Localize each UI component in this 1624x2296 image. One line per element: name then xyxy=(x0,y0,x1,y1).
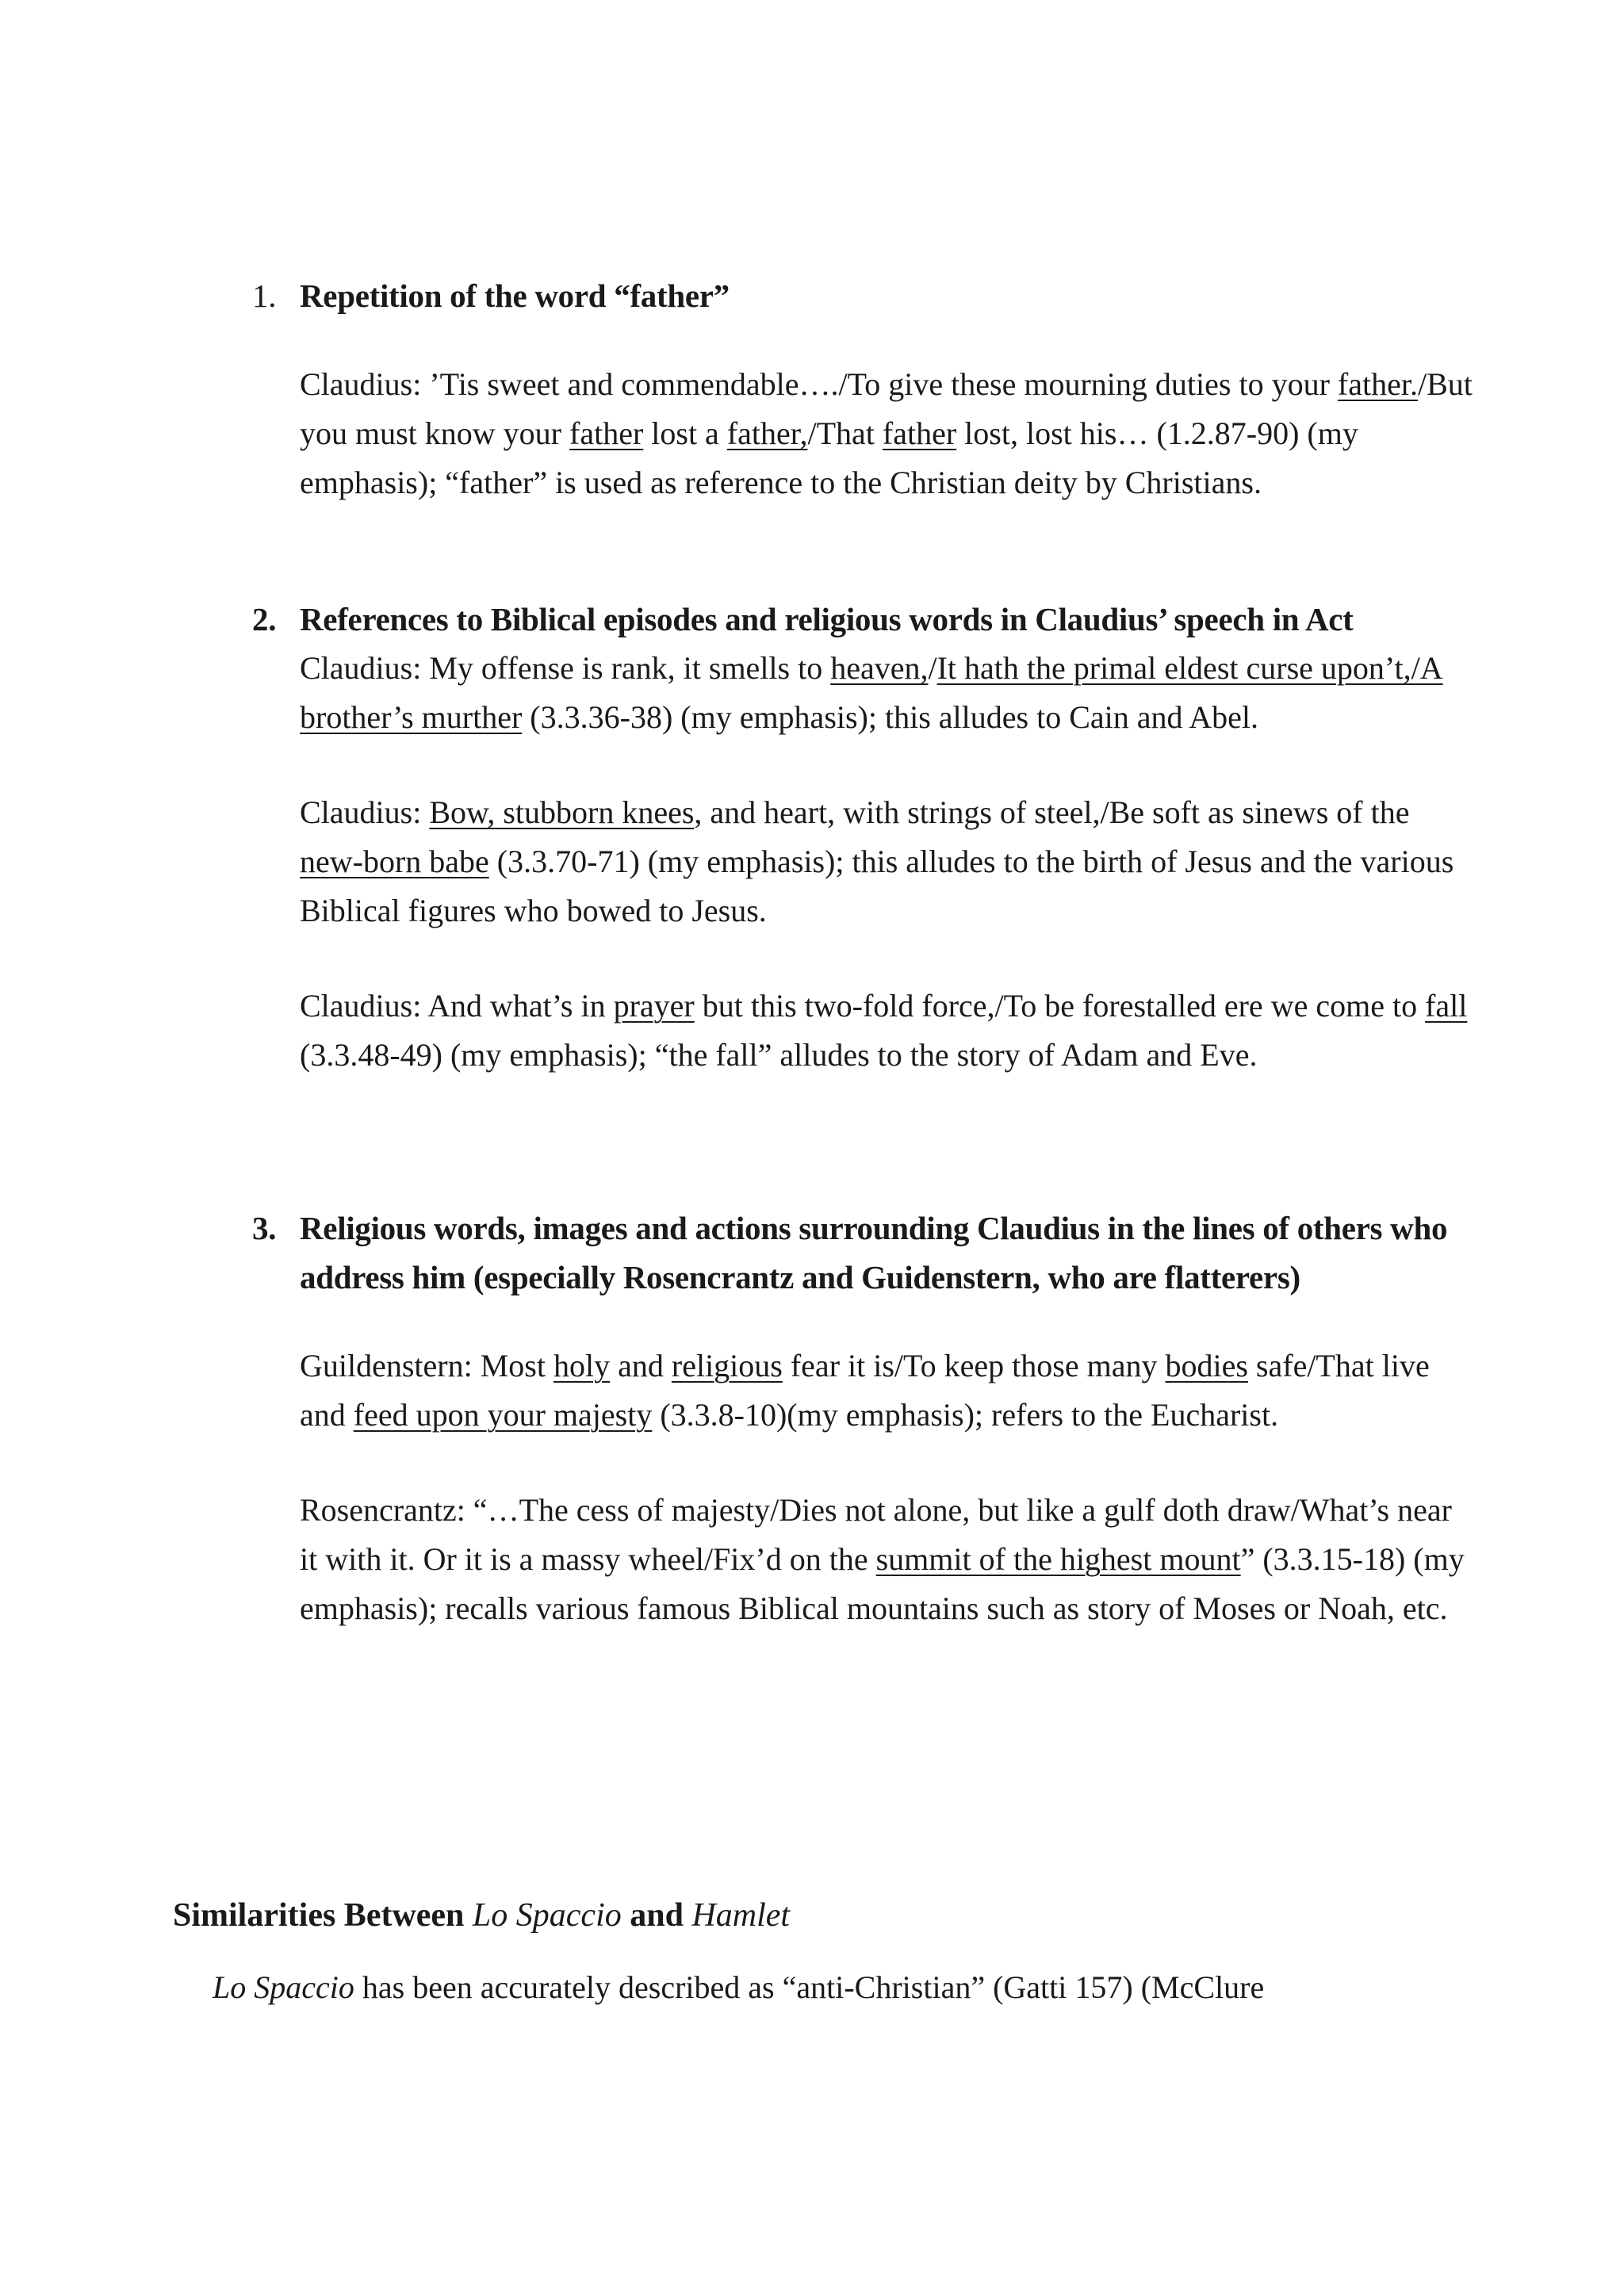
emphasis: new-born babe xyxy=(300,844,489,879)
item-number: 2. xyxy=(252,601,277,637)
quote-text: Claudius: My offense is rank, it smells to xyxy=(300,650,831,686)
emphasis: father, xyxy=(726,415,808,451)
quote-text: /But you must know your xyxy=(300,366,1473,451)
quote-paragraph xyxy=(300,982,1473,1080)
quote-paragraph xyxy=(300,1341,1473,1440)
emphasis: Bow, stubborn knees xyxy=(429,794,695,830)
quote-paragraph xyxy=(300,788,1473,936)
quote-text: (3.3.70-71) (my emphasis); this alludes to the birth of Jesus and the various Biblical figures who bowed to Jesus. xyxy=(300,844,1454,928)
item-heading xyxy=(252,1203,1489,1302)
quote-paragraph xyxy=(300,1486,1473,1633)
quote-text: /That xyxy=(807,415,883,451)
quote-text: / xyxy=(928,650,937,686)
quote-text: Claudius: And what’s in xyxy=(300,988,614,1024)
quote-text: , and heart, with strings of steel,/Be soft as sinews of the xyxy=(694,794,1410,830)
emphasis: prayer xyxy=(613,988,695,1024)
quote-text: (3.3.48-49) (my emphasis); “the fall” alludes to the story of Adam and Eve. xyxy=(300,1037,1258,1073)
item-heading xyxy=(252,271,1489,320)
emphasis: bodies xyxy=(1165,1348,1248,1383)
paragraph-italic: Lo Spaccio xyxy=(213,1969,354,2005)
quote-text: and xyxy=(610,1348,672,1383)
quote-text: Claudius: xyxy=(300,794,430,830)
list-item-2 xyxy=(252,595,1489,1080)
section-heading xyxy=(173,1891,790,1940)
quote-text: lost a xyxy=(643,415,727,451)
quote-text: lost, lost his… (1.2.87-90) (my emphasis); “father” is used as reference to the Christian deity by Christians. xyxy=(300,415,1358,500)
body-paragraph xyxy=(213,1963,1481,2012)
quote-paragraph xyxy=(300,360,1473,507)
emphasis: father. xyxy=(1337,366,1418,402)
quote-text: (3.3.8-10)(my emphasis); refers to the Eucharist. xyxy=(652,1397,1279,1433)
heading-italic: Lo Spaccio xyxy=(472,1897,622,1934)
emphasis: holy xyxy=(553,1348,611,1383)
quote-text: safe/That live and xyxy=(300,1348,1430,1433)
emphasis: father xyxy=(882,415,957,451)
list-item-3 xyxy=(252,1203,1489,1633)
heading-text: Similarities Between xyxy=(173,1897,473,1934)
item-title: Repetition of the word “father” xyxy=(300,277,730,314)
quote-text: but this two-fold force,/To be forestalled ere we come to xyxy=(694,988,1426,1024)
item-number: 3. xyxy=(252,1210,277,1246)
quote-text: (3.3.36-38) (my emphasis); this alludes to Cain and Abel. xyxy=(522,699,1259,735)
emphasis: father xyxy=(569,415,644,451)
emphasis: It hath the primal eldest curse upon’t,/A brother’s murther xyxy=(300,650,1443,735)
quote-paragraph xyxy=(300,644,1473,742)
quote-text: Claudius: ’Tis sweet and commendable…./To give these mourning duties to your xyxy=(300,366,1338,402)
quote-text: Guildenstern: Most xyxy=(300,1348,553,1383)
emphasis: feed upon your majesty xyxy=(353,1397,653,1433)
quote-text: ” (3.3.15-18) (my emphasis); recalls various famous Biblical mountains such as story of Moses or Noah, etc. xyxy=(300,1541,1465,1626)
emphasis: summit of the highest mount xyxy=(875,1541,1241,1577)
item-title: Religious words, images and actions surrounding Claudius in the lines of others who address him (especially Rosencrantz and Guidenstern, who are flatterers) xyxy=(300,1210,1448,1295)
quote-text: Rosencrantz: “…The cess of majesty/Dies not alone, but like a gulf doth draw/What’s near it with it. Or it is a massy wheel/Fix’d on the xyxy=(300,1492,1452,1577)
list-item-1 xyxy=(252,271,1489,507)
emphasis: heaven, xyxy=(830,650,929,686)
heading-italic: Hamlet xyxy=(691,1897,791,1934)
item-heading xyxy=(252,595,1489,644)
item-number: 1. xyxy=(252,277,277,314)
paragraph-text: has been accurately described as “anti-Christian” (Gatti 157) (McClure xyxy=(354,1969,1265,2005)
emphasis: religious xyxy=(671,1348,783,1383)
heading-text: and xyxy=(621,1897,692,1934)
emphasis: fall xyxy=(1425,988,1468,1024)
quote-text: fear it is/To keep those many xyxy=(782,1348,1166,1383)
item-title: References to Biblical episodes and religious words in Claudius’ speech in Act xyxy=(300,601,1354,637)
